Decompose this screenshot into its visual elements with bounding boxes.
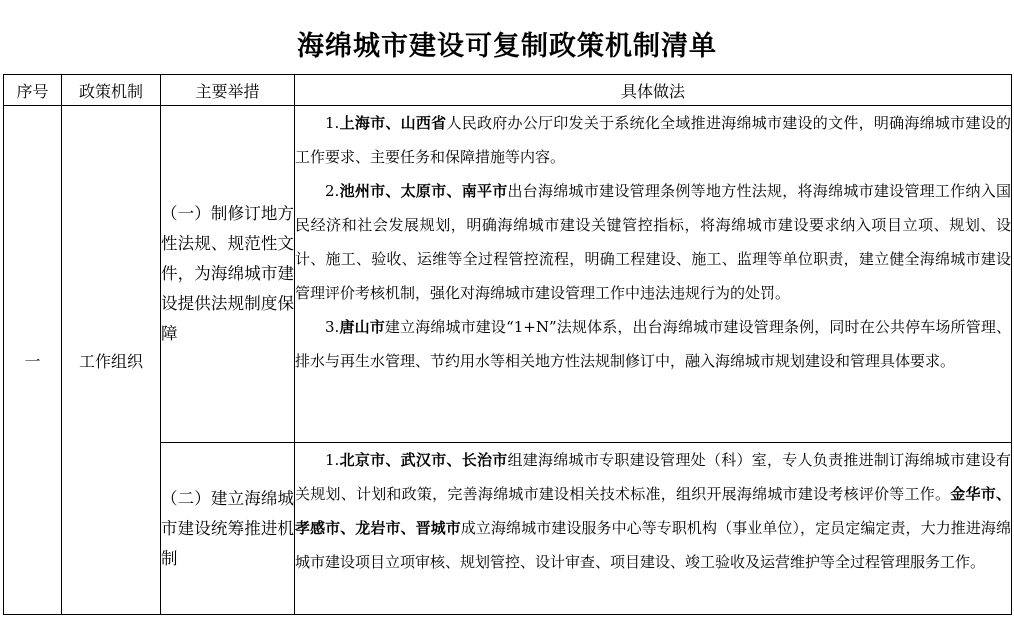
header-measures: 主要举措 bbox=[161, 75, 295, 106]
practice-item: 1.北京市、武汉市、长治市组建海绵城市专职建设管理处（科）室，专人负责推进制订海绵城市建设有关规划、计划和政策，完善海绵城市建设相关技术标准，组织开展海绵城市建设考核评价等工作。金华市、孝感市、龙岩市、晋城市成立海绵城市建设服务中心等专职机构（事业单位），定员定编定责，大力推进海绵城市建设项目立项审核、规划管控、设计审查、项目建设、竣工验收及运营维护等全过程管理服务工作。 bbox=[295, 451, 1011, 571]
practice-item: 1.上海市、山西省人民政府办公厅印发关于系统化全域推进海绵城市建设的文件，明确海绵城市建设的工作要求、主要任务和保障措施等内容。 bbox=[295, 114, 1011, 166]
measure-1: （一）制修订地方性法规、规范性文件，为海绵城市建设提供法规制度保障 bbox=[161, 106, 295, 443]
row-mechanism: 工作组织 bbox=[62, 106, 161, 615]
practice-1 bbox=[295, 106, 1012, 443]
practice-2 bbox=[295, 443, 1012, 615]
practice-item: 2.池州市、太原市、南平市出台海绵城市建设管理条例等地方性法规，将海绵城市建设管理工作纳入国民经济和社会发展规划，明确海绵城市建设关键管控指标，将海绵城市建设要求纳入项目立项、规划、设计、施工、验收、运维等全过程管控流程，明确工程建设、施工、监理等单位职责，建立健全海绵城市建设管理评价考核机制，强化对海绵城市建设管理工作中违法违规行为的处罚。 bbox=[295, 182, 1011, 302]
region-names: 池州市、太原市、南平市 bbox=[339, 182, 508, 200]
region-names: 上海市、山西省 bbox=[339, 114, 447, 132]
header-mechanism: 政策机制 bbox=[62, 75, 161, 106]
header-seq: 序号 bbox=[4, 75, 62, 106]
policy-table bbox=[3, 74, 1012, 615]
document-title: 海绵城市建设可复制政策机制清单 bbox=[297, 31, 717, 62]
table-row bbox=[4, 106, 1012, 443]
practice-item: 3.唐山市建立海绵城市建设“1+N”法规体系，出台海绵城市建设管理条例，同时在公共停车场所管理、排水与再生水管理、节约用水等相关地方性法规制修订中，融入海绵城市规划建设和管理具体要求。 bbox=[295, 318, 1011, 370]
table-header-row bbox=[4, 75, 1012, 106]
header-practice: 具体做法 bbox=[295, 75, 1012, 106]
region-names: 唐山市 bbox=[339, 318, 385, 336]
region-names: 北京市、武汉市、长治市 bbox=[339, 451, 508, 469]
row-seq: 一 bbox=[4, 106, 62, 615]
region-names: 金华市、孝感市、龙岩市、晋城市 bbox=[295, 485, 1011, 537]
measure-2: （二）建立海绵城市建设统筹推进机制 bbox=[161, 443, 295, 615]
